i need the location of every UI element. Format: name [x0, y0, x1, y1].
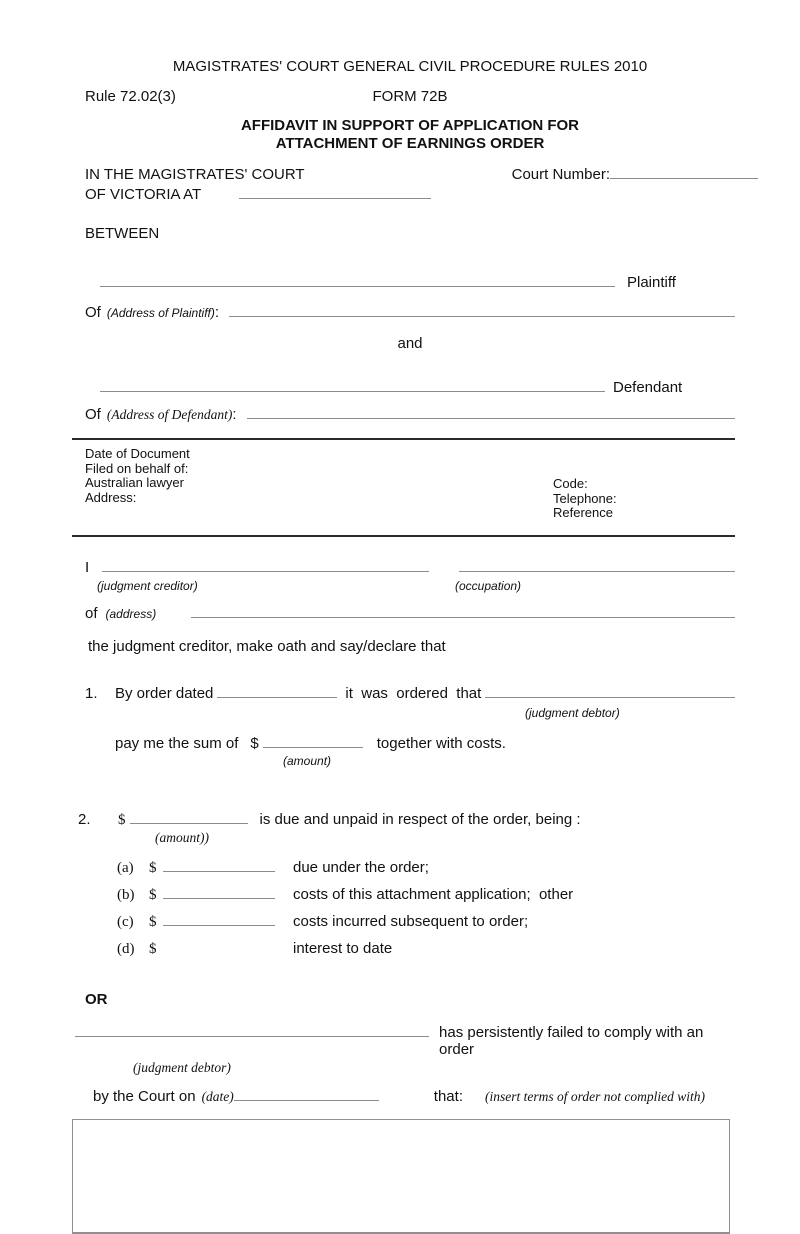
court-number-label: Court Number:: [511, 166, 610, 183]
form-number: FORM 72B: [372, 88, 448, 105]
or-debtor-hint-row: [85, 1058, 735, 1076]
date-of-document-label: Date of Document: [85, 446, 190, 461]
reference-label: Reference: [553, 505, 613, 520]
subitem-a-amount-field[interactable]: [163, 868, 275, 872]
item-1: [85, 685, 735, 769]
i-label: I: [85, 559, 90, 576]
plaintiff-address-hint: (Address of Plaintiff): [106, 306, 215, 320]
defendant-address-colon: :: [232, 406, 237, 423]
item2-subitem-a: [85, 859, 735, 877]
judgment-debtor-hint: (judgment debtor): [525, 706, 620, 720]
item1-number: 1.: [85, 685, 98, 702]
code-label: Code:: [553, 476, 588, 491]
subitem-b-text: costs of this attachment application; other: [293, 886, 574, 903]
subitem-b-dollar: $: [149, 887, 157, 903]
defendant-name-row: [85, 379, 735, 396]
plaintiff-address-colon: :: [214, 304, 220, 321]
deponent-name-row: [85, 559, 735, 576]
deponent-hint-row: [85, 579, 735, 593]
subitem-c-amount-field[interactable]: [163, 922, 275, 926]
defendant-name-field[interactable]: [100, 388, 605, 392]
form-title-line1: AFFIDAVIT IN SUPPORT OF APPLICATION FOR: [240, 117, 580, 134]
rule-reference: Rule 72.02(3): [85, 88, 176, 105]
deponent-address-row: [85, 605, 735, 622]
of-label: of: [85, 605, 98, 622]
item2-amount-hint: (amount)): [155, 830, 209, 845]
rule-form-row: [85, 88, 735, 105]
subitem-a-label: (a): [117, 860, 134, 876]
item1-text-start: By order dated: [115, 685, 214, 702]
subitem-a-dollar: $: [149, 860, 157, 876]
plaintiff-label: Plaintiff: [627, 274, 676, 291]
deponent-section: [85, 559, 735, 655]
subitem-c-label: (c): [117, 914, 134, 930]
form-title-line2: ATTACHMENT OF EARNINGS ORDER: [275, 135, 545, 152]
filing-contact-column: [553, 477, 617, 521]
telephone-label: Telephone:: [553, 490, 617, 506]
item2-subitem-b: [85, 886, 735, 904]
filing-details-block: [72, 438, 735, 537]
australian-lawyer-label: Australian lawyer: [85, 475, 184, 490]
plaintiff-address-field[interactable]: [229, 313, 735, 317]
subitem-d-dollar: $: [149, 941, 157, 957]
defendant-label: Defendant: [613, 379, 683, 396]
deponent-occupation-field[interactable]: [459, 568, 735, 572]
item2-subitem-d: [85, 940, 735, 958]
or-debtor-row: [85, 1024, 735, 1058]
plaintiff-name-row: [85, 274, 735, 291]
court-section: [85, 166, 735, 203]
subitem-d-label: (d): [117, 941, 135, 957]
item1-amount-field[interactable]: [263, 744, 363, 748]
occupation-hint: (occupation): [455, 579, 522, 593]
subitem-c-dollar: $: [149, 914, 157, 930]
or-insert-terms-hint: (insert terms of order not complied with): [484, 1089, 705, 1104]
or-section: [85, 991, 735, 1234]
defendant-address-prefix: Of: [85, 406, 101, 423]
deponent-address-field[interactable]: [191, 614, 735, 618]
form-title: [85, 117, 735, 153]
order-terms-box[interactable]: [72, 1119, 730, 1234]
between-label: BETWEEN: [85, 225, 160, 242]
item1-text-middle: it was ordered that: [345, 685, 482, 702]
defendant-address-hint: (Address of Defendant): [106, 407, 233, 422]
or-failed-text: has persistently failed to comply with an order: [439, 1024, 704, 1058]
item1-order-row: [85, 685, 735, 702]
item1-hint-row: [85, 704, 735, 721]
rules-title: MAGISTRATES' COURT GENERAL CIVIL PROCEDURE RULES 2010: [172, 58, 648, 75]
plaintiff-name-field[interactable]: [100, 283, 615, 287]
court-name-line2: OF VICTORIA AT: [85, 186, 202, 203]
item2-subitem-c: [85, 913, 735, 931]
or-date-hint: (date): [201, 1089, 234, 1104]
item2-amount-field[interactable]: [130, 820, 248, 824]
judgment-creditor-hint: (judgment creditor): [97, 579, 198, 593]
or-label: OR: [85, 991, 108, 1008]
or-court-row: [93, 1088, 735, 1105]
item1-pay-row: [85, 735, 735, 752]
or-judgment-debtor-hint: (judgment debtor): [133, 1060, 231, 1075]
defendant-address-row: [85, 406, 735, 423]
court-location-field[interactable]: [239, 195, 431, 199]
or-that-label: that:: [433, 1088, 463, 1105]
item-2: [78, 811, 735, 958]
item2-amount-hint-row: [85, 829, 735, 846]
defendant-address-field[interactable]: [247, 415, 736, 419]
item2-dollar-sign: $: [118, 812, 126, 828]
or-date-field[interactable]: [234, 1097, 379, 1101]
or-court-on-text: by the Court on: [93, 1088, 196, 1105]
item2-number: 2.: [78, 811, 91, 828]
item1-amount-hint-row: [85, 752, 735, 769]
subitem-d-amount-field[interactable]: [163, 949, 275, 953]
amount-hint: (amount): [283, 754, 332, 768]
address-label: Address:: [85, 489, 137, 505]
or-judgment-debtor-field[interactable]: [75, 1033, 429, 1037]
subitem-b-amount-field[interactable]: [163, 895, 275, 899]
subitem-b-label: (b): [117, 887, 135, 903]
subitem-a-text: due under the order;: [293, 859, 429, 876]
declaration-text: the judgment creditor, make oath and say/declare that: [88, 638, 446, 655]
item1-dollar-sign: $: [250, 735, 259, 752]
subitem-c-text: costs incurred subsequent to order;: [293, 913, 529, 930]
plaintiff-address-row: [85, 304, 735, 321]
and-label: and: [397, 335, 423, 352]
item2-main-row: [78, 811, 735, 829]
item2-text: is due and unpaid in respect of the order, being :: [259, 811, 581, 828]
subitem-d-text: interest to date: [293, 940, 393, 957]
item1-pay-text: pay me the sum of: [115, 735, 239, 752]
item1-costs-text: together with costs.: [376, 735, 506, 752]
court-number-field[interactable]: [610, 175, 758, 179]
deponent-name-field[interactable]: [102, 568, 429, 572]
court-name-line1: IN THE MAGISTRATES' COURT: [85, 166, 305, 183]
item1-order-date-field[interactable]: [217, 694, 337, 698]
address-hint: (address): [105, 607, 157, 621]
plaintiff-address-prefix: Of: [85, 304, 101, 321]
item1-judgment-debtor-field[interactable]: [485, 694, 735, 698]
filed-on-behalf-label: Filed on behalf of:: [85, 460, 189, 476]
